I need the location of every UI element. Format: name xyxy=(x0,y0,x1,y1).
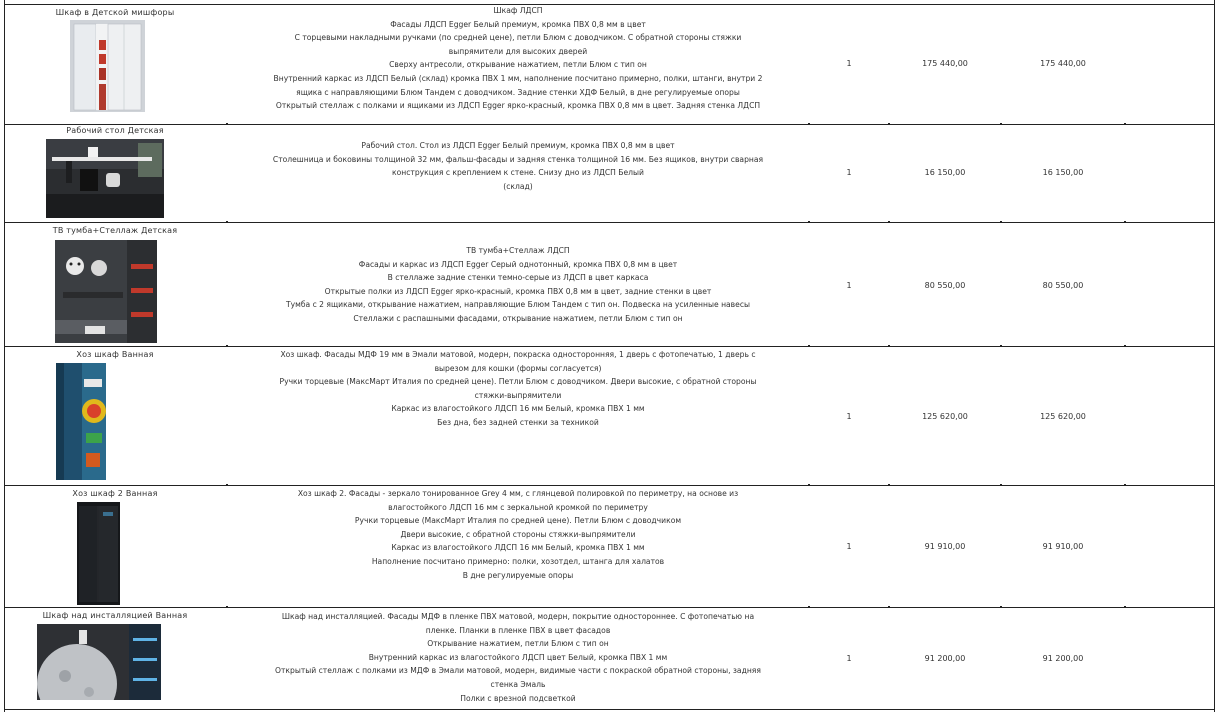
desc-line: Открывание нажатием, петли Блюм с тип он xyxy=(427,639,609,649)
item-description xyxy=(228,348,808,430)
desc-line: Полки с врезной подсветкой xyxy=(460,693,576,703)
desc-line: влагостойкого ЛДСП 16 мм с зеркальной кромкой по периметру xyxy=(388,502,648,512)
item-price: 80 550,00 xyxy=(924,281,966,290)
item-description xyxy=(228,244,808,326)
desc-line: Фасады ЛДСП Egger Белый премиум, кромка ПВХ 0,8 мм в цвет xyxy=(390,19,646,29)
item-name: Шкаф в Детской мишфоры xyxy=(55,8,175,17)
item-quantity: 1 xyxy=(846,281,852,290)
item-price: 16 150,00 xyxy=(924,168,966,177)
item-description xyxy=(228,139,808,193)
item-description xyxy=(228,4,808,113)
item-photo xyxy=(56,363,106,480)
desc-line: Каркас из влагостойкого ЛДСП 16 мм Белый, кромка ПВХ 1 мм xyxy=(391,404,645,414)
item-quantity: 1 xyxy=(846,412,852,421)
desc-line: Наполнение посчитано примерно: полки, хозотдел, штанга для халатов xyxy=(371,556,665,566)
row-divider xyxy=(4,485,1214,486)
row-divider xyxy=(4,346,1214,347)
desc-line: (склад) xyxy=(503,181,533,191)
row-divider xyxy=(4,709,1214,710)
item-name: Рабочий стол Детская xyxy=(66,126,164,135)
desc-line: Ручки торцевые (МаксМарт Италия по средней цене). Петли Блюм с доводчиком. Двери высокие, с обратной стороны xyxy=(279,377,757,387)
item-price: 175 440,00 xyxy=(922,59,968,68)
desc-line: Каркас из влагостойкого ЛДСП 16 мм Белый, кромка ПВХ 1 мм xyxy=(391,543,645,553)
desc-line: Открытый стеллаж с полками из МДФ в Эмали матовой, модерн, видимые части с покраской обратной стороны, задняя xyxy=(275,666,761,676)
item-photo xyxy=(37,624,161,700)
desc-line: конструкция с креплением к стене. Снизу дно из ЛДСП Белый xyxy=(392,168,644,178)
desc-line: В дне регулируемые опоры xyxy=(462,570,574,580)
desc-line: В стеллаже задние стенки темно-серые из ЛДСП в цвет каркаса xyxy=(387,273,649,283)
desc-line: Хоз шкаф. Фасады МДФ 19 мм в Эмали матовой, модерн, покраска односторонняя, 1 дверь с фотопечатью, 1 дверь с xyxy=(280,350,756,359)
item-quantity: 1 xyxy=(846,168,852,177)
item-name: Хоз шкаф Ванная xyxy=(76,350,154,359)
row-divider xyxy=(4,222,1214,223)
desc-line: Без дна, без задней стенки за техникой xyxy=(437,417,599,427)
item-total: 125 620,00 xyxy=(1040,412,1086,421)
item-photo xyxy=(70,20,145,112)
item-description xyxy=(228,487,808,582)
item-total: 80 550,00 xyxy=(1042,281,1084,290)
desc-line: Фасады и каркас из ЛДСП Egger Серый однотонный, кромка ПВХ 0,8 мм в цвет xyxy=(358,259,678,269)
desc-line: вырезом для кошки (формы согласуется) xyxy=(434,363,602,373)
desc-line: ТВ тумба+Стеллаж ЛДСП xyxy=(466,246,570,255)
desc-line: Шкаф над инсталляцией. Фасады МДФ в пленке ПВХ матовой, модерн, покрытие одностороннее. С фотопечатью на xyxy=(281,612,755,621)
item-price: 125 620,00 xyxy=(922,412,968,421)
desc-line: стяжки-выпрямители xyxy=(474,390,562,400)
item-name: ТВ тумба+Стеллаж Детская xyxy=(52,226,178,235)
desc-line: Рабочий стол. Стол из ЛДСП Egger Белый премиум, кромка ПВХ 0,8 мм в цвет xyxy=(361,141,675,150)
desc-line: Открытый стеллаж с полками и ящиками из ЛДСП Egger ярко-красный, кромка ПВХ 0,8 мм в цвет. Задняя стенка ЛДСП xyxy=(275,101,761,111)
item-photo xyxy=(77,502,120,605)
desc-line: пленке. Планки в пленке ПВХ в цвет фасадов xyxy=(425,625,611,635)
desc-line: Шкаф ЛДСП xyxy=(493,6,543,15)
item-photo xyxy=(46,139,164,218)
item-total: 16 150,00 xyxy=(1042,168,1084,177)
item-photo xyxy=(55,240,157,343)
item-quantity: 1 xyxy=(846,59,852,68)
item-name: Шкаф над инсталляцией Ванная xyxy=(42,611,188,620)
desc-line: Сверху антресоли, открывание нажатием, петли Блюм с тип он xyxy=(389,60,647,70)
desc-line: ящика с направляющими Блюм Тандем с доводчиком. Задние стенки ХДФ Белый, в дне регулируемые опоры xyxy=(296,87,740,97)
desc-line: С торцевыми накладными ручками (по средней цене), петли Блюм с доводчиком. С обратной стороны стяжки xyxy=(294,33,742,43)
desc-line: Стеллажи с распашными фасадами, открывание нажатием, петли Блюм с тип он xyxy=(353,313,683,323)
desc-line: Столешница и боковины толщиной 32 мм, фальш-фасады и задняя стенка толщиной 16 мм. Без ящиков, внутри сварная xyxy=(272,154,764,164)
column-divider xyxy=(1214,0,1215,712)
row-divider xyxy=(4,607,1214,608)
desc-line: Хоз шкаф 2. Фасады - зеркало тонированное Grey 4 мм, с глянцевой полировкой по периметру, на основе из xyxy=(297,489,739,498)
item-name: Хоз шкаф 2 Ванная xyxy=(72,489,158,498)
item-description xyxy=(228,610,808,705)
desc-line: Ручки торцевые (МаксМарт Италия по средней цене). Петли Блюм с доводчиком xyxy=(354,516,682,526)
desc-line: Двери высокие, с обратной стороны стяжки-выпрямители xyxy=(400,529,636,539)
item-quantity: 1 xyxy=(846,542,852,551)
desc-line: Внутренний каркас из влагостойкого ЛДСП цвет Белый, кромка ПВХ 1 мм xyxy=(368,652,668,662)
item-total: 91 200,00 xyxy=(1042,654,1084,663)
row-divider xyxy=(4,124,1214,125)
item-total: 91 910,00 xyxy=(1042,542,1084,551)
desc-line: выпрямители для высоких дверей xyxy=(448,46,588,56)
item-quantity: 1 xyxy=(846,654,852,663)
desc-line: стенка Эмаль xyxy=(490,679,546,689)
item-price: 91 910,00 xyxy=(924,542,966,551)
item-total: 175 440,00 xyxy=(1040,59,1086,68)
desc-line: Тумба с 2 ящиками, открывание нажатием, направляющие Блюм Тандем с тип он. Подвеска на усиленные навесы xyxy=(285,300,751,310)
desc-line: Открытые полки из ЛДСП Egger ярко-красный, кромка ПВХ 0,8 мм в цвет, задние стенки в цвет xyxy=(324,286,712,296)
desc-line: Внутренний каркас из ЛДСП Белый (склад) кромка ПВХ 1 мм, наполнение посчитано примерно, полки, штанги, внутри 2 xyxy=(273,73,763,83)
item-price: 91 200,00 xyxy=(924,654,966,663)
